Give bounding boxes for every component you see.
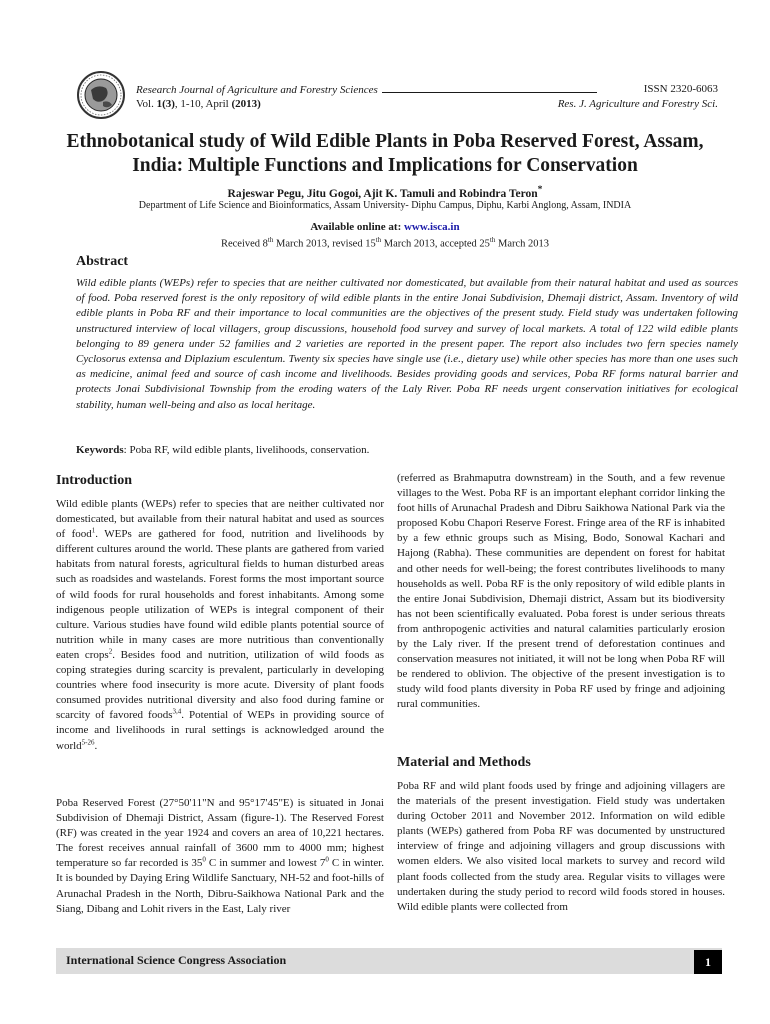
- accepted-sup: th: [489, 236, 496, 244]
- intro-p2-text-b: C in summer and lowest 7: [205, 857, 326, 870]
- received: Received 8: [220, 238, 268, 250]
- authors: [40, 184, 730, 200]
- citation-2: 2: [108, 647, 113, 656]
- methods-paragraph: Poba RF and wild plant foods used by fringe and adjoining villagers are the materials of the present investigation. Field study was undertaken during October 2011 and November 2012. Information on wild edible plants (WEPs) gathered from Poba RF was documented by unstructured interview of fringe and adjoining villagers and group discussions with women elders. We also visited local markets to survey and record wild plant foods collected from the study area. Regular visits to villages were undertaken during the study period to record wild foods stored in houses. Wild edible plants were collected from: [397, 780, 725, 913]
- paper-title: Ethnobotanical study of Wild Edible Plants in Poba Reserved Forest, Assam, India: Multiple Functions and Implications for Conservation: [66, 131, 704, 176]
- received-sup: th: [267, 236, 274, 244]
- keywords-label: Keywords: [76, 444, 124, 456]
- journal-link[interactable]: www.isca.in: [403, 221, 460, 233]
- journal-name-line: [136, 82, 601, 97]
- intro-p1-text-d: . Potential of WEPs in providing source of income and livelihoods in rural settings is acknowledged around the world: [56, 709, 384, 752]
- corresponding-mark: *: [537, 184, 543, 195]
- journal-short-name: Res. J. Agriculture and Forestry Sci.: [557, 98, 718, 110]
- intro-p1-text-e: .: [94, 739, 98, 752]
- intro-paragraph-3: (referred as Brahmaputra downstream) in the South, and a few revenue villages to the West. Poba RF is an important elephant corridor linking the foot hills of Arunachal Pradesh and Dibru Saikhowa National Park via the proposed Kobu Chapori Reserve Forest. Fringe area of the RF is inhabited by a few ethnic groups such as Mising, Bodo, Sonowal Kachari and Hajong (Rabha). These communities are dependent on forest for habitat and other needs for well-being; the forest contributes livelihoods to many households as well. Poba RF is the only repository of wild edible plants in the entire Jonai Subdivision, Dhemaji district, Assam but its biodiversity has not been scientifically evaluated. Poba forest is under serious threats from anthropogenic activities and natural calamities particularly erosion by the Laly river. If the present trend of deforestation continues and conservation measures not initiated, it will not be long when Poba RF will be rendered to oblivion. The objective of the present investigation is to study wild food plants diversity in Poba RF used by fringe and adjoining rural communities.: [397, 472, 725, 711]
- revised-sup: th: [375, 236, 382, 244]
- methods-heading: Material and Methods: [397, 755, 531, 770]
- year: (2013): [231, 98, 261, 110]
- degree-sup-2: 0: [325, 855, 329, 864]
- intro-paragraph-2: [56, 796, 384, 917]
- abstract-heading: Abstract: [76, 254, 129, 269]
- page-number: 1: [694, 950, 722, 974]
- footer-organization: International Science Congress Association: [66, 953, 287, 967]
- citation-3: 3,4: [172, 707, 182, 716]
- dates-end: March 2013: [495, 238, 550, 250]
- abstract-text: Wild edible plants (WEPs) refer to species that are neither cultivated nor domesticated, but available from their natural habitat and used as sources of food. Poba reserved forest is the only repository of wild edible plants in the entire Jonai Subdivision, Dhemaji district, Assam. Inventory of wild edible plants in Poba RF and their importance to local communities are the objectives of the present study. Field study was undertaken following unstructured interview of local villagers, group discussions, household food survey and survey of local markets. A total of 122 wild edible plants belonging to 89 genera under 52 families and 2 varieties are reported in the present paper. The report also includes two fern species namely Cyclosorus extensa and Diplazium esculentum. Twenty six species have single use (i.e., dietary use) while other species has more than one uses such as medicine, animal feed and source of cash income and livelihoods. Besides providing goods and services, Poba RF forms natural barrier and protects Jonai Subdivisional Township from the eroding waters of the Laly River. Poba RF needs urgent conservation initiatives for ecological stability, human well-being and also as local heritage.: [76, 277, 738, 411]
- available-label: Available online at:: [310, 221, 404, 233]
- volume-line: [136, 97, 261, 111]
- citation-4: 5-26: [81, 737, 95, 746]
- keywords: [76, 444, 736, 456]
- affiliation: Department of Life Science and Bioinformatics, Assam University- Diphu Campus, Diphu, Karbi Anglong, Assam, INDIA: [138, 200, 632, 211]
- degree-sup-1: 0: [202, 855, 206, 864]
- volume: 1(3): [156, 98, 175, 110]
- issn: ISSN 2320-6063: [643, 83, 718, 95]
- intro-p2-text-a: Poba Reserved Forest (27°50'11"N and 95°17'45"E) is situated in Jonai Subdivision of Dhemaji District, Assam (figure-1). The Reserved Forest (RF) was created in the year 1924 and covers an area of 10,221 hectares. The forest receives annual rainfall of 3600 mm to 4000 mm; highest temperature so far recorded is 35: [56, 797, 384, 870]
- introduction-heading: Introduction: [56, 473, 132, 488]
- intro-paragraph-1: [56, 497, 384, 754]
- intro-p2-text-c: C in winter. It is bounded by Daying Ering Wildlife Sanctuary, NH-52 and foot-hills of Arunachal Pradesh in the North, Dibru-Saikhowa National Park and the Siang, Dibang and Lohit rivers in the East, Laly river: [56, 857, 385, 915]
- available-online: [40, 221, 730, 233]
- submission-dates: [40, 236, 730, 250]
- globe-icon: [76, 70, 126, 120]
- author-list: Rajeswar Pegu, Jitu Gogoi, Ajit K. Tamuli and Robindra Teron: [227, 187, 538, 200]
- pages: , 1-10, April: [174, 98, 232, 110]
- journal-logo: [76, 70, 126, 120]
- intro-p1-text-c: . Besides food and nutrition, utilization of wild foods as coping strategies during scarcity is prevalent, particularly in developing countries where food insecurity is more acute. Diversity of plant foods consumed provides nutritional diversity and also food during famine or scarcity of favored foods: [56, 648, 384, 722]
- intro-p1-text-b: . WEPs are gathered for food, nutrition and livelihoods by different cultures around the world. These plants are gathered from varied habitats from natural forests, agricultural fields to human disturbed areas such as roadsides and wastelands. Forest forms the most important source of wild foods for rural households and forest inhabitants. Among some indigenous people utilization of WEPs is integral component of their culture. Various studies have found wild edible plants potential source of nutrition while in many cases are more nutritious than conventionally eaten crops: [56, 528, 385, 661]
- volume-prefix: Vol.: [136, 98, 157, 110]
- citation-1: 1: [91, 526, 96, 535]
- keywords-list: : Poba RF, wild edible plants, livelihoods, conservation.: [123, 444, 370, 456]
- accepted: March 2013, accepted 25: [381, 238, 490, 250]
- journal-name: Research Journal of Agriculture and Forestry Sciences: [136, 84, 378, 96]
- revised: March 2013, revised 15: [273, 238, 376, 250]
- intro-p1-text-a: Wild edible plants (WEPs) refer to species that are neither cultivated nor domesticated, but available from their natural habitat and used as sources of food: [56, 498, 384, 541]
